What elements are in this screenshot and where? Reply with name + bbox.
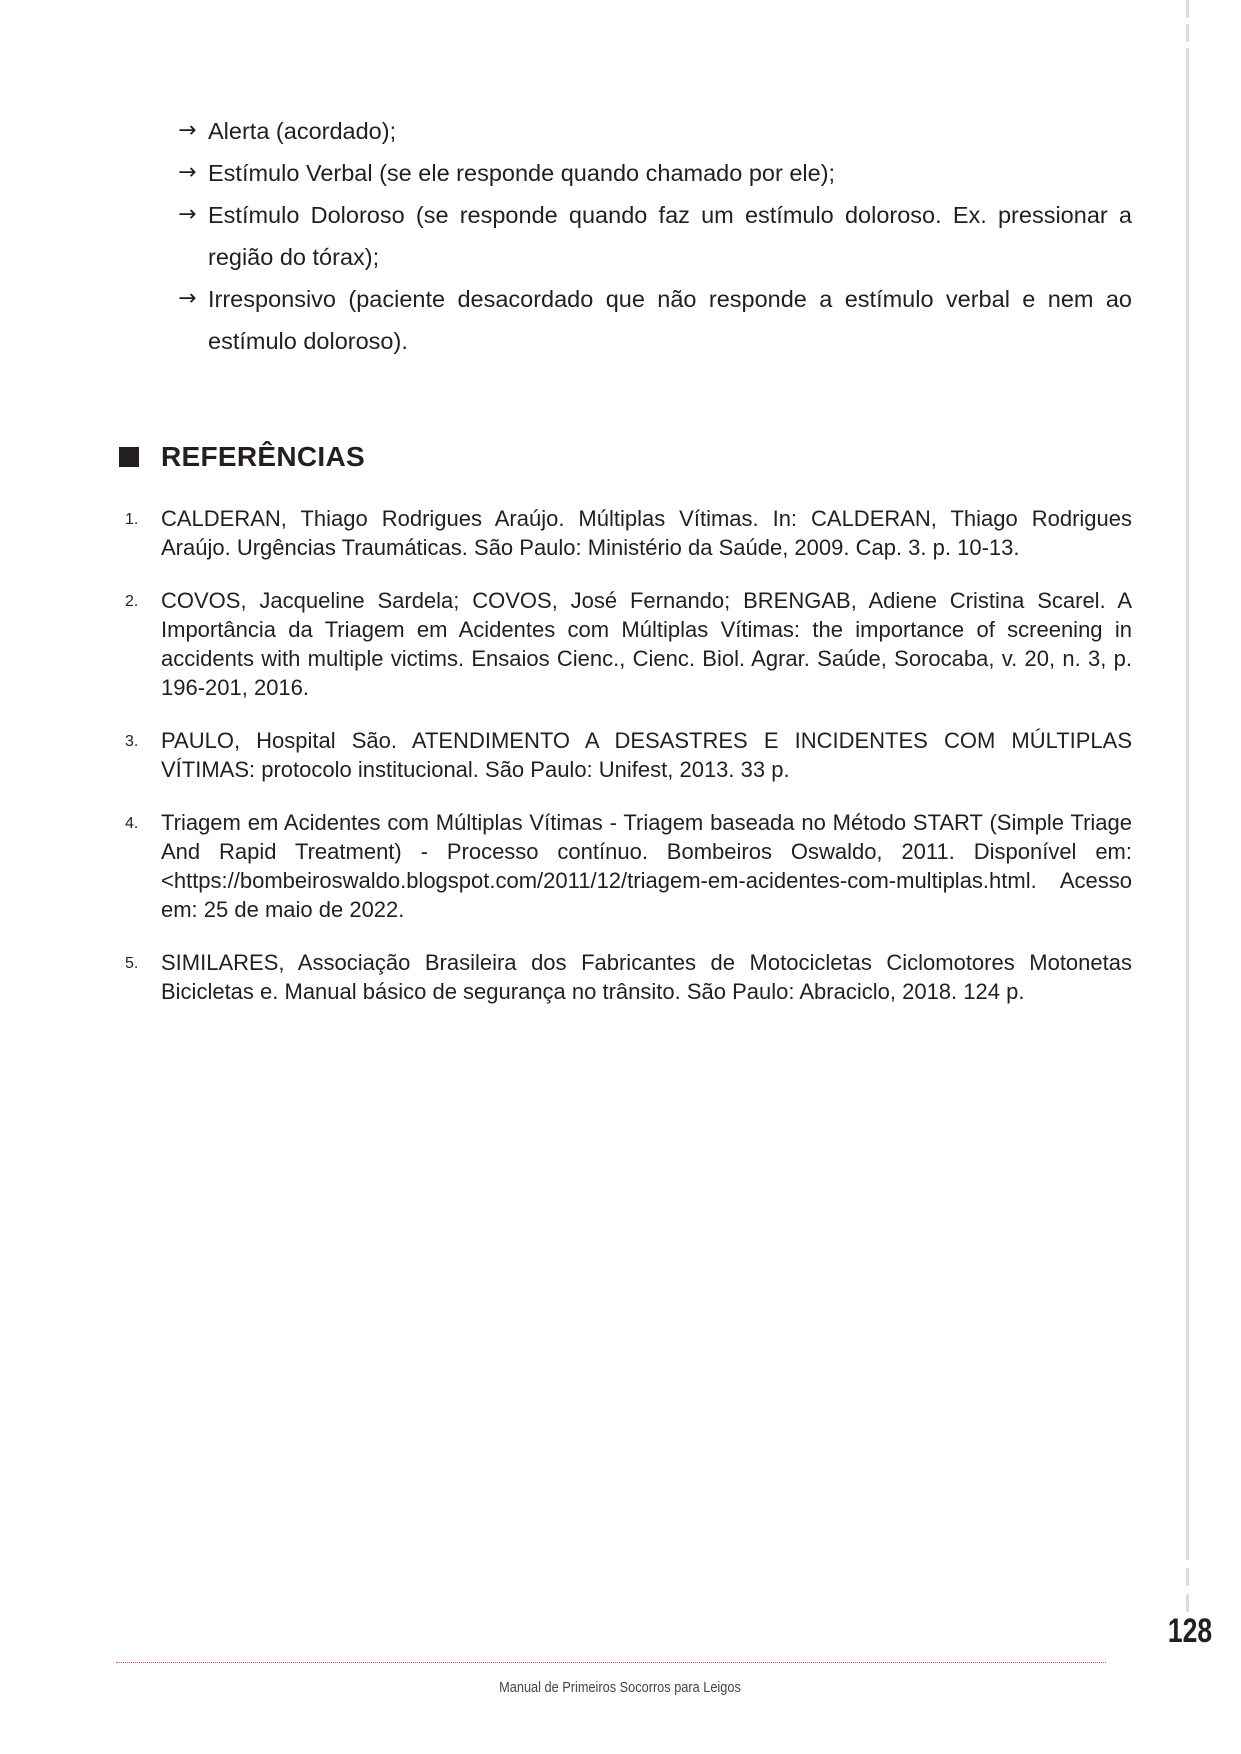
section-title: REFERÊNCIAS <box>161 441 365 472</box>
reference-number: 4. <box>125 815 139 832</box>
reference-item <box>119 726 1132 784</box>
reference-item <box>119 504 1132 562</box>
references-list <box>119 504 1132 1030</box>
section-heading <box>119 437 365 477</box>
side-margin-rule <box>1186 0 1189 1612</box>
arrow-right-icon: → <box>178 286 197 311</box>
footer-book-title: Manual de Primeiros Socorros para Leigos <box>499 1679 741 1696</box>
reference-text: COVOS, Jacqueline Sardela; COVOS, José Fernando; BRENGAB, Adiene Cristina Scarel. A Importância da Triagem em Acidentes com Múltiplas Vítimas: the importance of screening in accidents with multiple victims. Ensaios Cienc., Cienc. Biol. Agrar. Saúde, Sorocaba, v. 20, n. 3, p. 196-201, 2016. <box>161 588 1132 700</box>
list-item <box>178 152 1132 194</box>
reference-text: Triagem em Acidentes com Múltiplas Vítimas - Triagem baseada no Método START (Simple Triage And Rapid Treatment) - Processo contínuo. Bombeiros Oswaldo, 2011. Disponível em: <https://bombeiroswaldo.blogspot.com/2011/12/triagem-em-acidentes-com-multiplas.html. Acesso em: 25 de maio de 2022. <box>161 810 1132 922</box>
list-item-text: Irresponsivo (paciente desacordado que não responde a estímulo verbal e nem ao estímulo doloroso). <box>208 286 1132 354</box>
consciousness-level-list <box>178 110 1132 362</box>
reference-number: 3. <box>125 733 139 750</box>
footer-divider <box>116 1662 1106 1663</box>
reference-number: 5. <box>125 955 139 972</box>
reference-item <box>119 948 1132 1006</box>
square-bullet-icon <box>119 447 139 467</box>
reference-number: 1. <box>125 511 139 528</box>
list-item-text: Estímulo Verbal (se ele responde quando chamado por ele); <box>208 160 836 186</box>
arrow-right-icon: → <box>178 202 197 227</box>
list-item <box>178 194 1132 278</box>
reference-item <box>119 586 1132 702</box>
reference-item <box>119 808 1132 924</box>
list-item-text: Estímulo Doloroso (se responde quando faz um estímulo doloroso. Ex. pressionar a região do tórax); <box>208 202 1132 270</box>
arrow-right-icon: → <box>178 118 197 143</box>
list-item-text: Alerta (acordado); <box>208 118 397 144</box>
reference-text: CALDERAN, Thiago Rodrigues Araújo. Múltiplas Vítimas. In: CALDERAN, Thiago Rodrigues Araújo. Urgências Traumáticas. São Paulo: Ministério da Saúde, 2009. Cap. 3. p. 10-13. <box>161 506 1132 560</box>
page-number: 128 <box>1167 1612 1213 1650</box>
list-item <box>178 110 1132 152</box>
reference-text: SIMILARES, Associação Brasileira dos Fabricantes de Motocicletas Ciclomotores Motonetas Bicicletas e. Manual básico de segurança no trânsito. São Paulo: Abraciclo, 2018. 124 p. <box>161 950 1132 1004</box>
reference-number: 2. <box>125 593 139 610</box>
reference-text: PAULO, Hospital São. ATENDIMENTO A DESASTRES E INCIDENTES COM MÚLTIPLAS VÍTIMAS: protocolo institucional. São Paulo: Unifest, 2013. 33 p. <box>161 728 1132 782</box>
arrow-right-icon: → <box>178 160 197 185</box>
list-item <box>178 278 1132 362</box>
